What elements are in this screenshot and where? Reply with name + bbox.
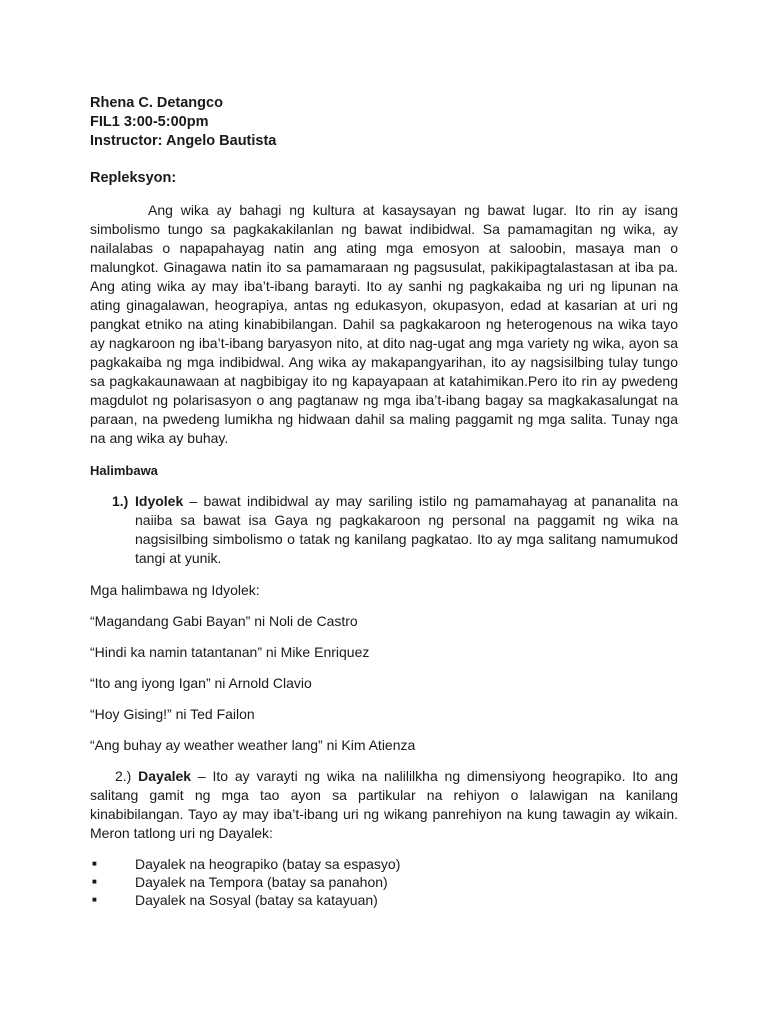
term-dayalek: Dayalek — [138, 768, 192, 784]
bullet-square-icon: ■ — [92, 859, 97, 868]
list-item: ■ Dayalek na heograpiko (batay sa espasyo) — [92, 856, 401, 872]
item-number: 1.) — [112, 493, 129, 509]
list-item: ■ Dayalek na Sosyal (batay sa katayuan) — [92, 892, 378, 908]
list-item: ■ Dayalek na Tempora (batay sa panahon) — [92, 874, 388, 890]
course-schedule: FIL1 3:00-5:00pm — [90, 114, 209, 130]
document-page — [90, 94, 678, 909]
bullet-square-icon: ■ — [92, 877, 97, 886]
idyolek-example: “Hoy Gising!” ni Ted Failon — [90, 706, 255, 722]
dayalek-types-list — [90, 855, 678, 909]
idyolek-example: “Magandang Gabi Bayan” ni Noli de Castro — [90, 613, 358, 629]
item-number: 2.) — [115, 768, 132, 784]
idyolek-definition: – bawat indibidwal ay may sariling istilo ng pamamahayag at pananalita na naiiba sa bawat isa Gaya ng pagkakaroon ng personal na paggamit ng wika na nagsisilbing simbolismo o tatak ng kanilang pagkatao. Ito ay mga salitang namumukod tangi at yunik. — [135, 493, 678, 566]
idyolek-item — [90, 492, 678, 568]
idyolek-example: “Ang buhay ay weather weather lang” ni Kim Atienza — [90, 737, 416, 753]
instructor-line: Instructor: Angelo Bautista — [90, 133, 277, 149]
term-idyolek: Idyolek — [135, 493, 184, 509]
dayalek-item — [90, 767, 678, 843]
author-name: Rhena C. Detangco — [90, 95, 223, 111]
reflection-paragraph: Ang wika ay bahagi ng kultura at kasaysayan ng bawat lugar. Ito rin ay isang simbolismo tungo sa pagkakakilanlan ng bawat indibidwal. Sa pamamagitan ng wika, ay nailalabas o napapahayag natin ang ating mga emosyon at saloobin, masaya man o malungkot. Ginagawa natin ito sa pamamaraan ng pagsusulat, pakikipagtalastasan at iba pa. Ang ating wika ay may iba’t-ibang barayti. Ito ay sanhi ng pagkakaiba ng uri ng lipunan na ating ginagalawan, heograpiya, antas ng edukasyon, okupasyon, edad at kasarian at uri ng pangkat etniko na ating kinabibilangan. Dahil sa pagkakaroon ng heterogenous na wika tayo ay nagkaroon ng iba’t-ibang baryasyon nito, at dito nag-ugat ang mga variety ng wika, ayon sa pagkakaiba ng mga indibidwal. Ang wika ay makapangyarihan, ito ay nagsisilbing tulay tungo sa pagkakaunawaan at nagbibigay ito ng kapayapaan at katahimikan.Pero ito rin ay pwedeng magdulot ng polarisasyon o ang pagtanaw ng mga iba’t-ibang bagay sa magkakasalungat na paraan, na pwedeng lumikha ng hidwaan dahil sa maling paggamit ng mga salita. Tunay nga na ang wika ay buhay. — [90, 202, 678, 446]
bullet-square-icon: ■ — [92, 895, 97, 904]
examples-title: Halimbawa — [90, 463, 158, 478]
dayalek-definition: – Ito ay varayti ng wika na nalililkha ng dimensiyong heograpiko. Ito ang salitang gamit ng mga tao ayon sa partikular na rehiyon o lalawigan na kanilang kinabibilangan. Tayo ay may iba’t-ibang uri ng wikang panrehiyon na kung tawagin ay wikain. Meron tatlong uri ng Dayalek: — [90, 768, 679, 841]
idyolek-intro: Mga halimbawa ng Idyolek: — [90, 582, 260, 598]
idyolek-example: “Ito ang iyong Igan” ni Arnold Clavio — [90, 675, 312, 691]
reflection-title: Repleksyon: — [90, 170, 177, 186]
idyolek-example: “Hindi ka namin tatantanan” ni Mike Enriquez — [90, 644, 370, 660]
